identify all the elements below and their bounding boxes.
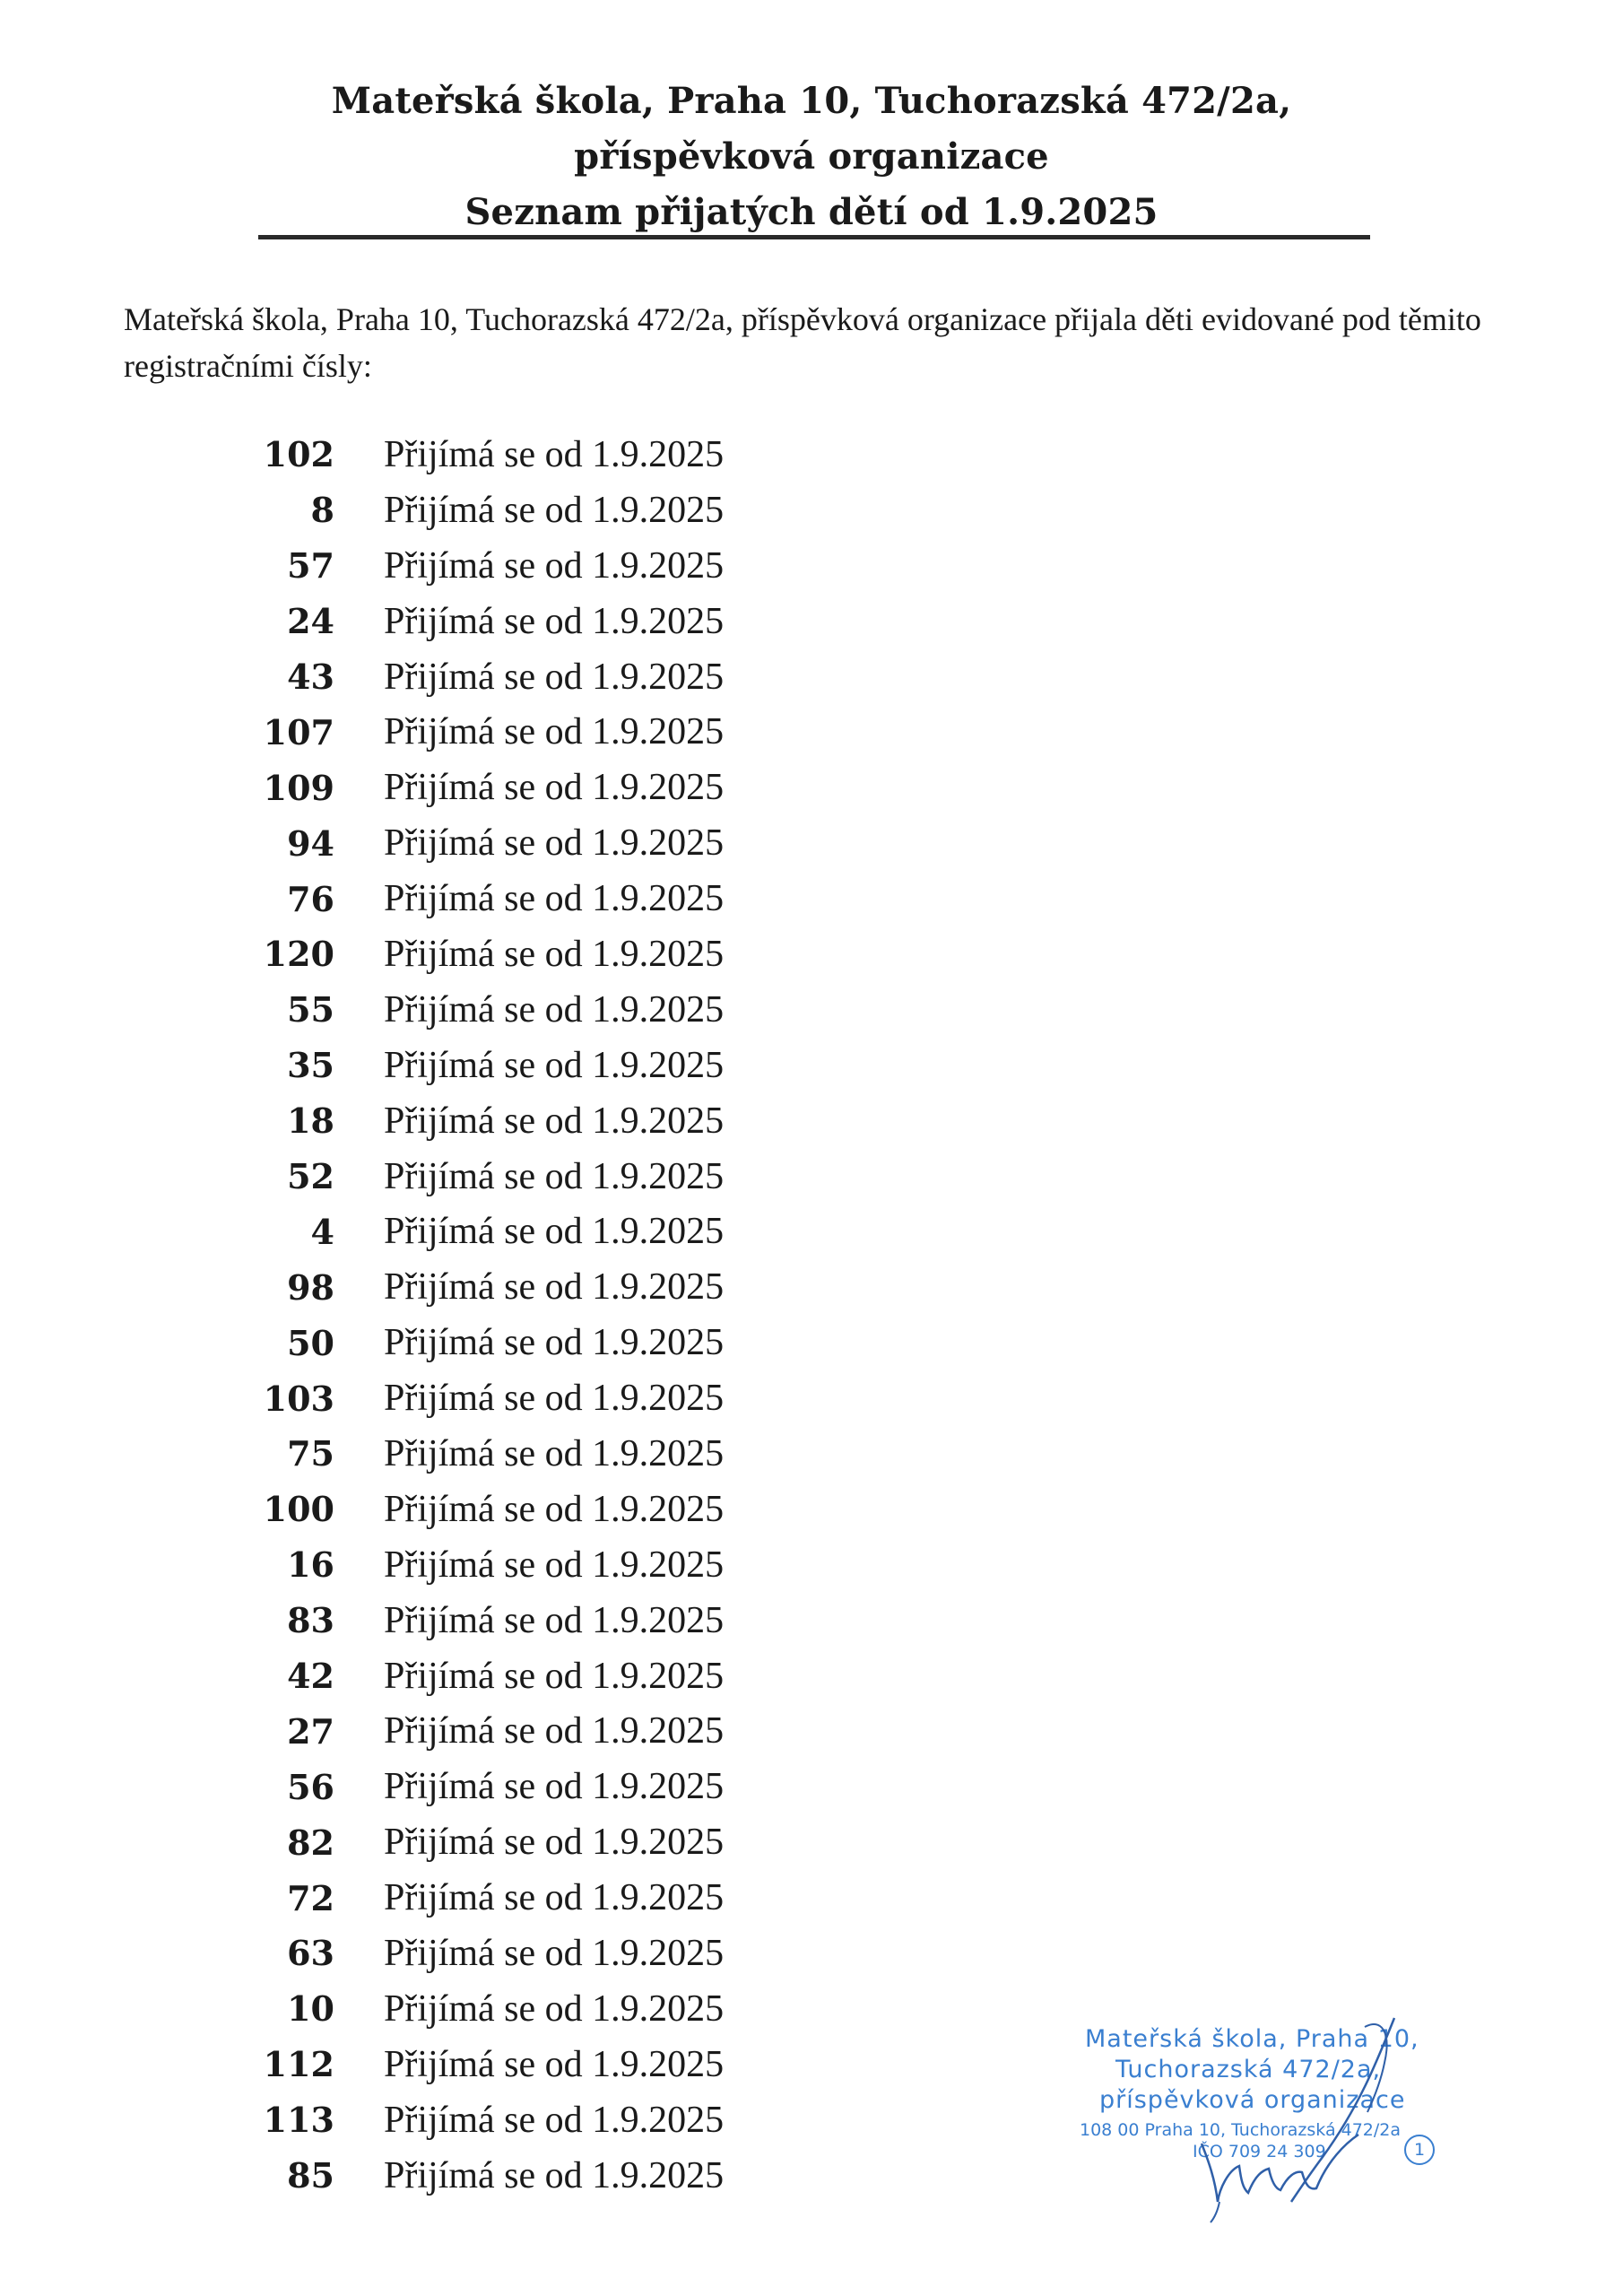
registration-number: 56 <box>287 1766 334 1807</box>
list-item <box>0 1814 897 1870</box>
admission-status: Přijímá se od 1.9.2025 <box>384 1822 725 1864</box>
stamp-number: 1 <box>1404 2135 1435 2165</box>
list-item <box>0 1038 897 1093</box>
list-item <box>0 1482 897 1537</box>
list-item <box>0 1926 897 1981</box>
admission-status: Přijímá se od 1.9.2025 <box>384 489 725 531</box>
registration-number: 120 <box>263 934 334 975</box>
stamp-line-1: Mateřská škola, Praha 10, <box>1085 2025 1419 2053</box>
admission-status: Přijímá se od 1.9.2025 <box>384 1211 725 1253</box>
registration-number: 113 <box>263 2100 334 2141</box>
admission-status: Přijímá se od 1.9.2025 <box>384 933 725 975</box>
list-item <box>0 427 897 483</box>
registration-number: 85 <box>287 2155 334 2196</box>
intro-paragraph: Mateřská škola, Praha 10, Tuchorazská 472/2a, příspěvková organizace přijala děti evidované pod těmito registračními čísly: <box>124 301 1481 384</box>
list-item <box>0 871 897 926</box>
registration-number: 52 <box>287 1156 334 1197</box>
registration-number: 94 <box>287 822 334 864</box>
registration-number: 43 <box>287 657 334 697</box>
admitted-children-list <box>0 427 897 2204</box>
list-item <box>0 2148 897 2204</box>
admission-status: Přijímá se od 1.9.2025 <box>384 1655 725 1697</box>
admission-status: Přijímá se od 1.9.2025 <box>384 1599 725 1641</box>
registration-number: 57 <box>287 545 334 587</box>
list-item <box>0 815 897 871</box>
stamp-line-4: 108 00 Praha 10, Tuchorazská 472/2a <box>1080 2120 1402 2140</box>
registration-number: 98 <box>287 1266 334 1308</box>
admission-status: Přijímá se od 1.9.2025 <box>384 1155 725 1197</box>
stamp-line-3: příspěvková organizace <box>1099 2086 1406 2114</box>
header-divider <box>258 235 1370 239</box>
registration-number: 82 <box>287 1822 334 1863</box>
admission-status: Přijímá se od 1.9.2025 <box>384 1322 725 1364</box>
registration-number: 18 <box>287 1100 334 1142</box>
admission-status: Přijímá se od 1.9.2025 <box>384 1544 725 1586</box>
admission-status: Přijímá se od 1.9.2025 <box>384 600 725 642</box>
admission-status: Přijímá se od 1.9.2025 <box>384 822 725 865</box>
list-item <box>0 2092 897 2148</box>
registration-number: 16 <box>287 1544 334 1586</box>
list-item <box>0 760 897 815</box>
registration-number: 55 <box>287 989 334 1031</box>
list-item <box>0 1759 897 1814</box>
admission-status: Přijímá se od 1.9.2025 <box>384 1378 725 1420</box>
header-list-title: Seznam přijatých dětí od 1.9.2025 <box>464 191 1159 233</box>
document-header <box>0 74 1623 240</box>
registration-number: 103 <box>263 1378 334 1419</box>
registration-number: 83 <box>287 1600 334 1641</box>
list-item <box>0 594 897 649</box>
list-item <box>0 538 897 594</box>
stamp-line-2: Tuchorazská 472/2a, <box>1115 2056 1382 2083</box>
registration-number: 109 <box>263 767 334 808</box>
list-item <box>0 704 897 760</box>
admission-status: Přijímá se od 1.9.2025 <box>384 1488 725 1530</box>
admission-status: Přijímá se od 1.9.2025 <box>384 878 725 920</box>
admission-status: Přijímá se od 1.9.2025 <box>384 1266 725 1309</box>
registration-number: 102 <box>263 434 334 475</box>
list-item <box>0 1370 897 1426</box>
list-item <box>0 1703 897 1759</box>
signature <box>1166 2009 1435 2224</box>
admission-status: Přijímá se od 1.9.2025 <box>384 2043 725 2085</box>
registration-number: 4 <box>310 1211 334 1252</box>
registration-number: 27 <box>287 1710 334 1752</box>
registration-number: 10 <box>287 1988 334 2030</box>
list-item <box>0 1204 897 1259</box>
admission-status: Přijímá se od 1.9.2025 <box>384 711 725 753</box>
admission-status: Přijímá se od 1.9.2025 <box>384 2099 725 2141</box>
list-item <box>0 1537 897 1593</box>
admission-status: Přijímá se od 1.9.2025 <box>384 1100 725 1142</box>
list-item <box>0 2037 897 2092</box>
admission-status: Přijímá se od 1.9.2025 <box>384 433 725 475</box>
admission-status: Přijímá se od 1.9.2025 <box>384 544 725 587</box>
list-item <box>0 982 897 1038</box>
list-item <box>0 926 897 982</box>
registration-number: 8 <box>310 490 334 531</box>
header-organization-type: příspěvková organizace <box>574 135 1049 178</box>
registration-number: 107 <box>263 711 334 752</box>
admission-status: Přijímá se od 1.9.2025 <box>384 988 725 1031</box>
header-school-name: Mateřská škola, Praha 10, Tuchorazská 472/2a, <box>331 80 1292 122</box>
registration-number: 76 <box>287 878 334 919</box>
registration-number: 42 <box>287 1656 334 1697</box>
list-item <box>0 1648 897 1704</box>
registration-number: 75 <box>287 1433 334 1474</box>
registration-number: 100 <box>263 1489 334 1530</box>
registration-number: 35 <box>287 1045 334 1086</box>
admission-status: Přijímá se od 1.9.2025 <box>384 656 725 698</box>
registration-number: 50 <box>287 1322 334 1363</box>
list-item <box>0 1870 897 1926</box>
list-item <box>0 1981 897 2037</box>
admission-status: Přijímá se od 1.9.2025 <box>384 1710 725 1752</box>
list-item <box>0 483 897 538</box>
list-item <box>0 1593 897 1648</box>
list-item <box>0 649 897 705</box>
stamp-line-5: IČO 709 24 309 <box>1193 2142 1326 2161</box>
list-item <box>0 1093 897 1149</box>
admission-status: Přijímá se od 1.9.2025 <box>384 1987 725 2030</box>
admission-status: Přijímá se od 1.9.2025 <box>384 1044 725 1086</box>
admission-status: Přijímá se od 1.9.2025 <box>384 1766 725 1808</box>
admission-status: Přijímá se od 1.9.2025 <box>384 2154 725 2196</box>
registration-number: 112 <box>263 2044 334 2085</box>
list-item <box>0 1149 897 1205</box>
registration-number: 24 <box>287 601 334 642</box>
admission-status: Přijímá se od 1.9.2025 <box>384 1432 725 1474</box>
admission-status: Přijímá se od 1.9.2025 <box>384 767 725 809</box>
registration-number: 72 <box>287 1877 334 1918</box>
registration-number: 63 <box>287 1933 334 1974</box>
list-item <box>0 1426 897 1482</box>
admission-status: Přijímá se od 1.9.2025 <box>384 1932 725 1974</box>
list-item <box>0 1259 897 1315</box>
list-item <box>0 1315 897 1370</box>
admission-status: Přijímá se od 1.9.2025 <box>384 1877 725 1919</box>
